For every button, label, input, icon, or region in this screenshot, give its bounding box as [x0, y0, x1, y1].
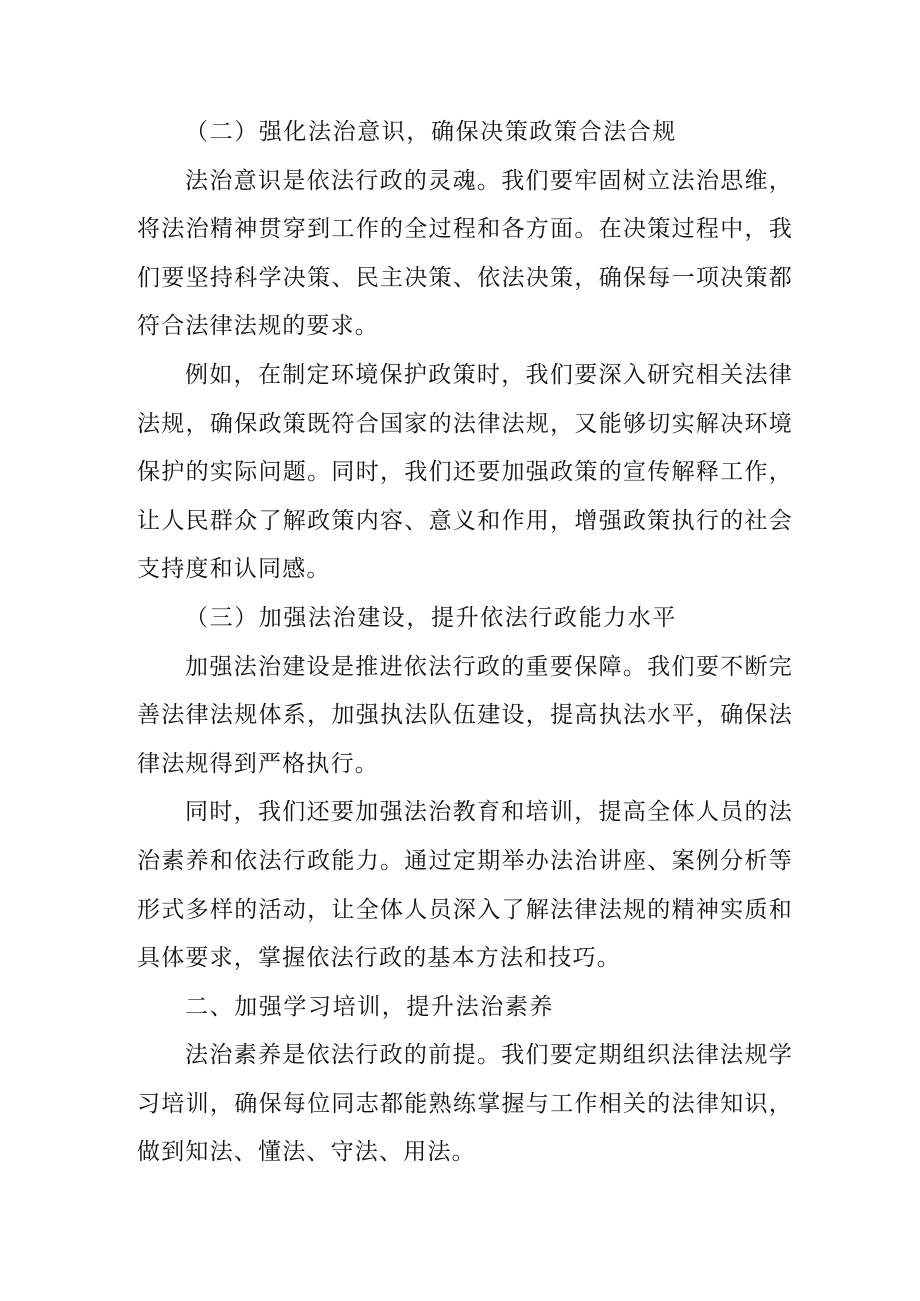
heading-line: （二）强化法治意识，确保决策政策合法合规	[185, 119, 677, 145]
paragraph-line: 形式多样的活动，让全体人员深入了解法律法规的精神实质和	[137, 896, 793, 923]
paragraph	[137, 351, 793, 594]
paragraph-line: 法规，确保政策既符合国家的法律法规，又能够切实解决环境	[137, 410, 793, 437]
paragraph-line: 符合法律法规的要求。	[137, 313, 379, 340]
paragraph-line: 加强法治建设是推进依法行政的重要保障。我们要不断完	[185, 653, 793, 680]
document-body	[137, 108, 793, 1177]
section-heading	[137, 108, 793, 157]
paragraph-line: 做到知法、懂法、守法、用法。	[137, 1139, 476, 1166]
paragraph-line: 具体要求，掌握依法行政的基本方法和技巧。	[137, 945, 621, 972]
paragraph-line: 们要坚持科学决策、民主决策、依法决策，确保每一项决策都	[137, 264, 793, 291]
heading-line: 二、加强学习培训，提升法治素养	[185, 993, 554, 1020]
paragraph-line: 治素养和依法行政能力。通过定期举办法治讲座、案例分析等	[137, 847, 793, 874]
paragraph-line: 同时，我们还要加强法治教育和培训，提高全体人员的法	[185, 799, 793, 826]
paragraph	[137, 643, 793, 789]
paragraph-line: 保护的实际问题。同时，我们还要加强政策的宣传解释工作，	[137, 459, 793, 486]
paragraph	[137, 788, 793, 982]
section-heading	[137, 594, 793, 643]
paragraph-line: 善法律法规体系，加强执法队伍建设，提高执法水平，确保法	[137, 702, 793, 729]
paragraph	[137, 1031, 793, 1177]
paragraph-line: 习培训，确保每位同志都能熟练掌握与工作相关的法律知识，	[137, 1090, 793, 1117]
paragraph	[137, 157, 793, 351]
paragraph-line: 律法规得到严格执行。	[137, 750, 379, 777]
heading-line: （三）加强法治建设，提升依法行政能力水平	[185, 604, 677, 631]
section-heading	[137, 983, 793, 1032]
paragraph-line: 让人民群众了解政策内容、意义和作用，增强政策执行的社会	[137, 507, 793, 534]
paragraph-line: 支持度和认同感。	[137, 556, 331, 583]
paragraph-line: 法治素养是依法行政的前提。我们要定期组织法律法规学	[185, 1042, 793, 1069]
paragraph-line: 法治意识是依法行政的灵魂。我们要牢固树立法治思维，	[185, 167, 793, 194]
paragraph-line: 例如，在制定环境保护政策时，我们要深入研究相关法律	[185, 361, 793, 388]
paragraph-line: 将法治精神贯穿到工作的全过程和各方面。在决策过程中，我	[137, 216, 793, 243]
